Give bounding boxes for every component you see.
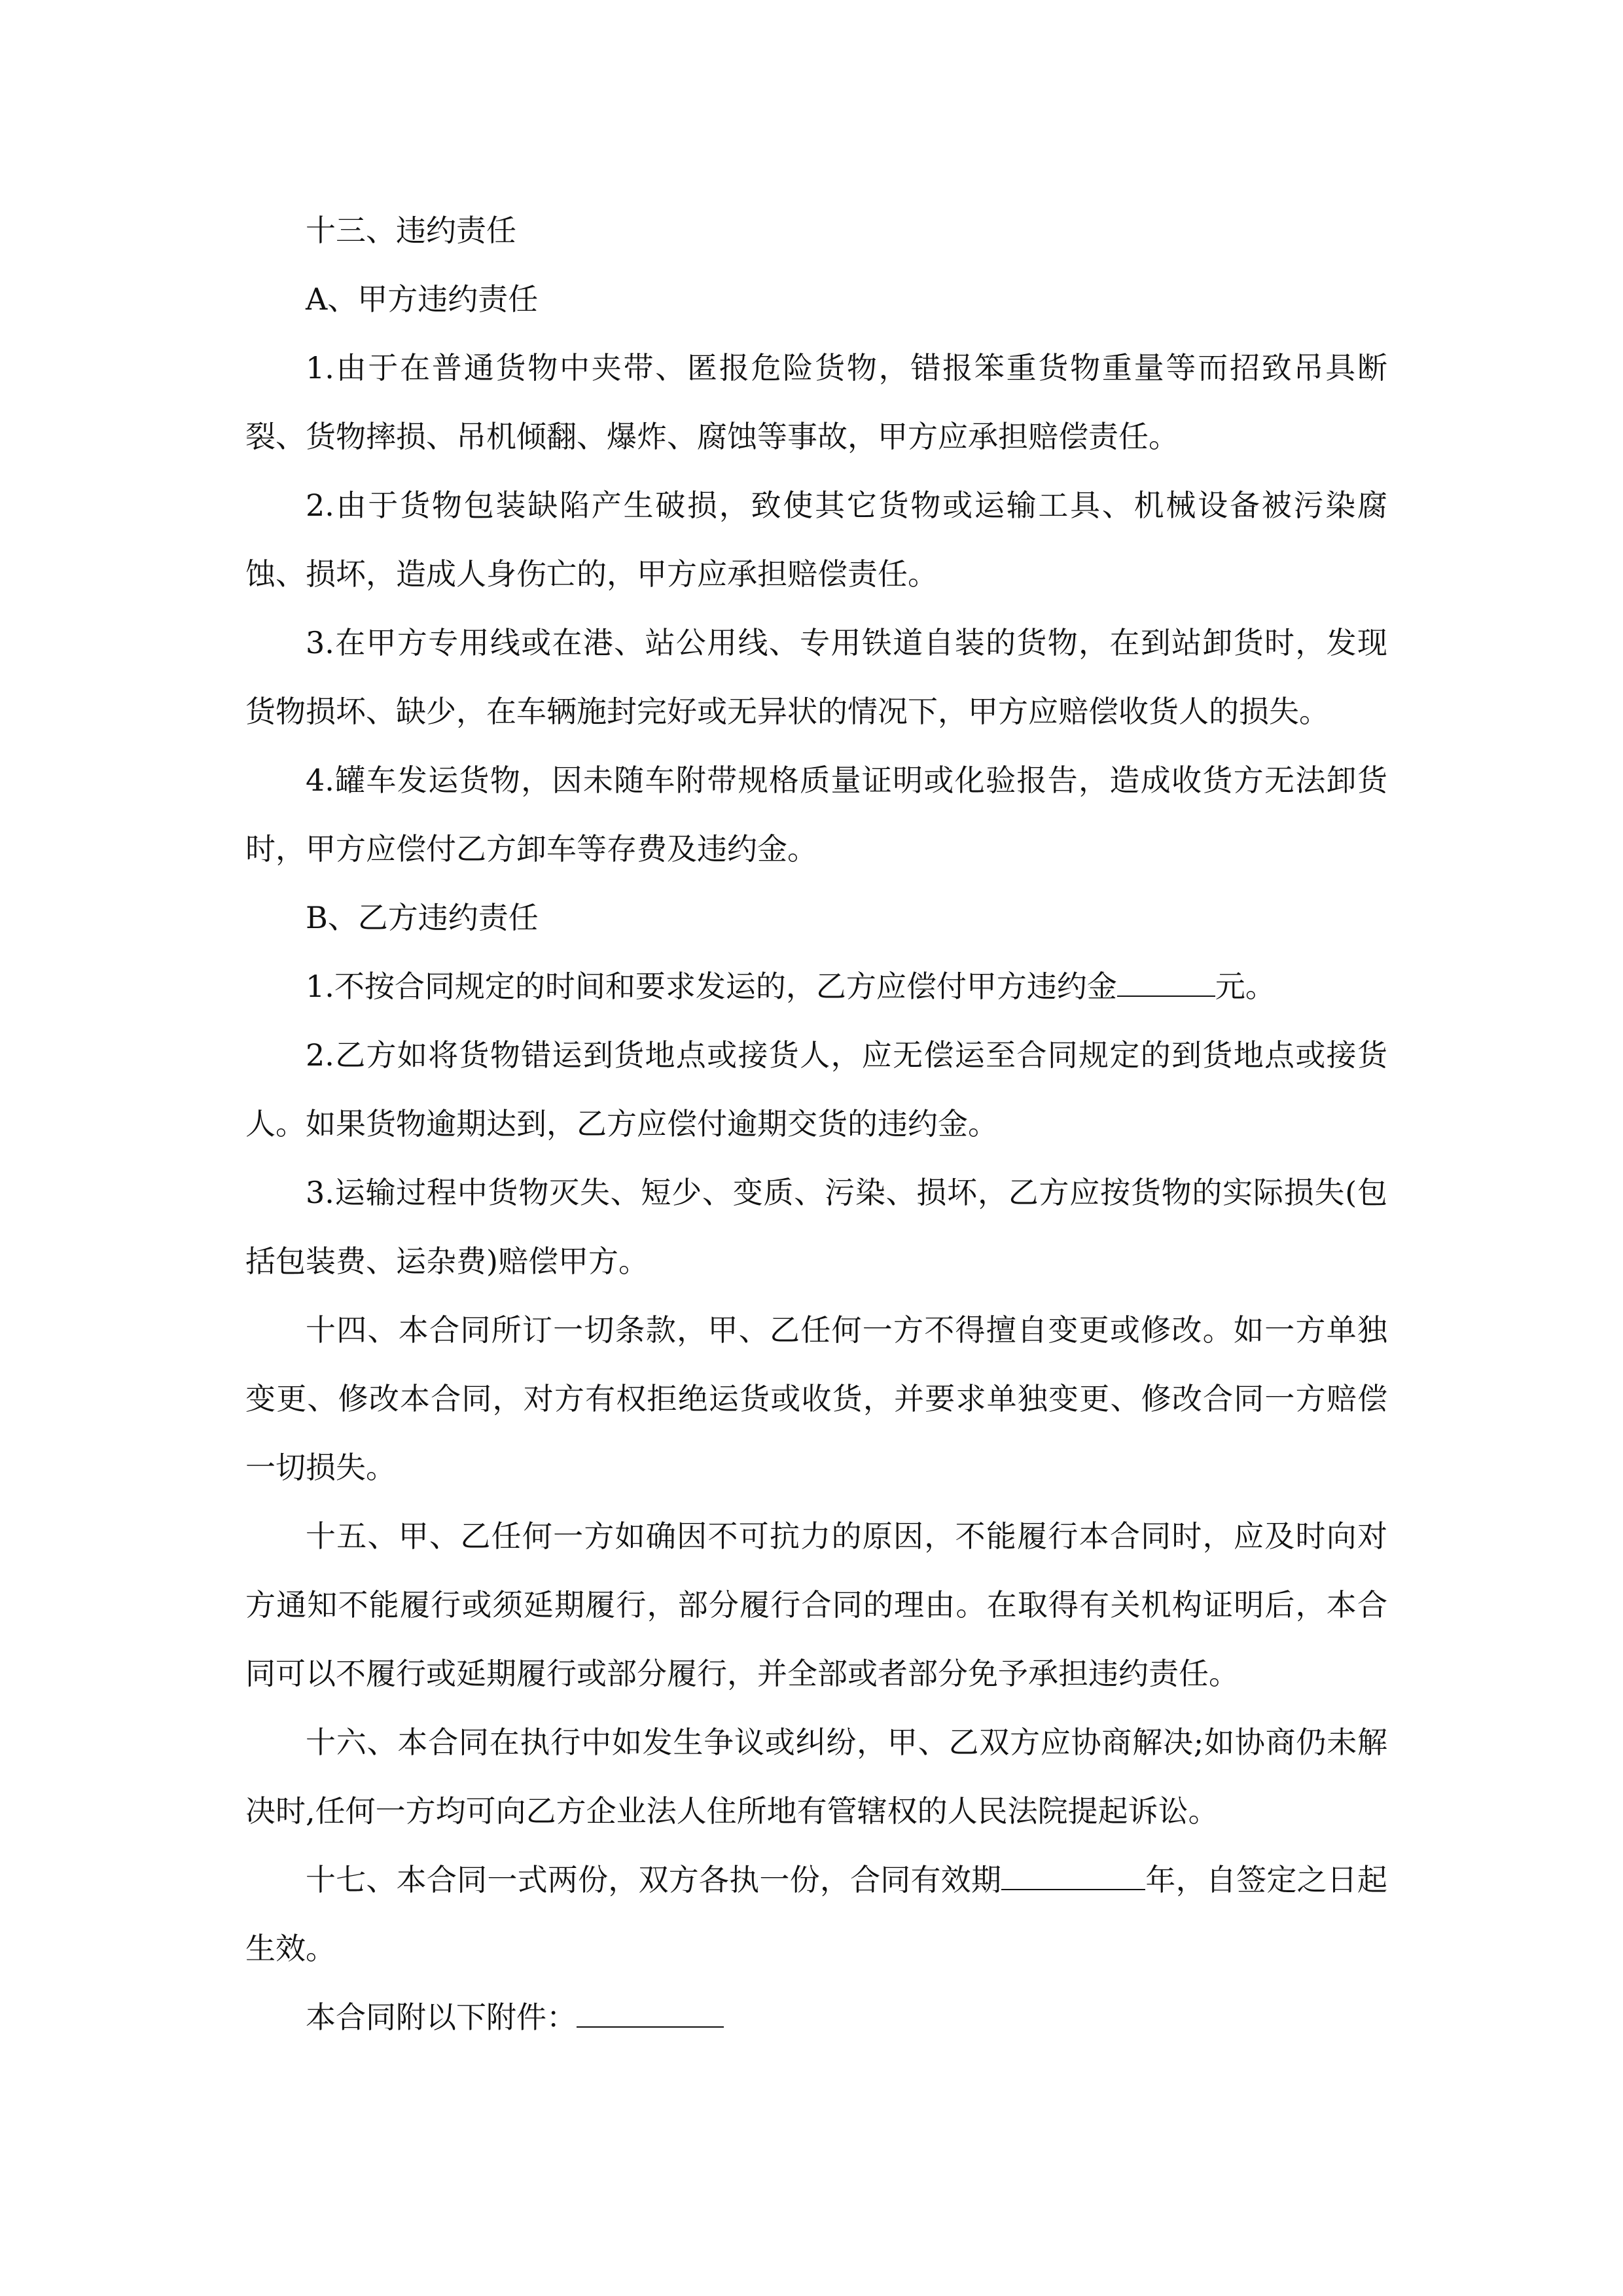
party-a-item-2: 2.由于货物包装缺陷产生破损，致使其它货物或运输工具、机械设备被污染腐蚀、损坏，造成人身伤亡的，甲方应承担赔偿责任。 xyxy=(245,488,1387,592)
attachments-blank xyxy=(577,2000,724,2028)
party-a-item-4: 4.罐车发运货物，因未随车附带规格质量证明或化验报告，造成收货方无法卸货时，甲方应偿付乙方卸车等存费及违约金。 xyxy=(245,762,1387,867)
attachments-line xyxy=(245,1983,1387,2052)
party-a-item-3: 3.在甲方专用线或在港、站公用线、专用铁道自装的货物，在到站卸货时，发现货物损坏、缺少，在车辆施封完好或无异状的情况下，甲方应赔偿收货人的损失。 xyxy=(245,625,1387,729)
party-b-liability-title: B、乙方违约责任 xyxy=(306,900,539,935)
section-16: 十六、本合同在执行中如发生争议或纠纷，甲、乙双方应协商解决;如协商仍未解决时,任何一方均可向乙方企业法人住所地有管辖权的人民法院提起诉讼。 xyxy=(245,1725,1387,1829)
party-a-liability-title: A、甲方违约责任 xyxy=(306,281,539,317)
attachments-label: 本合同附以下附件： xyxy=(306,2000,577,2035)
party-b-item-3: 3.运输过程中货物灭失、短少、变质、污染、损坏，乙方应按货物的实际损失(包括包装费、运杂费)赔偿甲方。 xyxy=(245,1175,1387,1279)
section-17 xyxy=(245,1846,1387,1983)
section-13-title: 十三、违约责任 xyxy=(306,213,516,248)
validity-years-blank xyxy=(1001,1863,1145,1890)
section-14: 十四、本合同所订一切条款，甲、乙任何一方不得擅自变更或修改。如一方单独变更、修改本合同，对方有权拒绝运货或收货，并要求单独变更、修改合同一方赔偿一切损失。 xyxy=(245,1312,1387,1485)
section-17-text: 十七、本合同一式两份，双方各执一份，合同有效期 xyxy=(306,1862,1002,1897)
party-b-item-1-text: 1.不按合同规定的时间和要求发运的，乙方应偿付甲方违约金 xyxy=(306,969,1117,1004)
section-15: 十五、甲、乙任何一方如确因不可抗力的原因，不能履行本合同时，应及时向对方通知不能履行或须延期履行，部分履行合同的理由。在取得有关机构证明后，本合同可以不履行或延期履行或部分履行，并全部或者部分免予承担违约责任。 xyxy=(245,1518,1387,1691)
penalty-amount-blank xyxy=(1117,969,1215,997)
party-b-item-1 xyxy=(245,952,1387,1021)
section-17-text-end: 年，自签定之日起生效。 xyxy=(245,1862,1388,1966)
party-b-item-2: 2.乙方如将货物错运到货地点或接货人，应无偿运至合同规定的到货地点或接货人。如果货物逾期达到，乙方应偿付逾期交货的违约金。 xyxy=(245,1037,1387,1141)
contract-body xyxy=(245,196,1387,2052)
party-b-item-1-unit: 元。 xyxy=(1215,969,1275,1004)
party-a-item-1: 1.由于在普通货物中夹带、匿报危险货物，错报笨重货物重量等而招致吊具断裂、货物摔损、吊机倾翻、爆炸、腐蚀等事故，甲方应承担赔偿责任。 xyxy=(245,350,1387,454)
